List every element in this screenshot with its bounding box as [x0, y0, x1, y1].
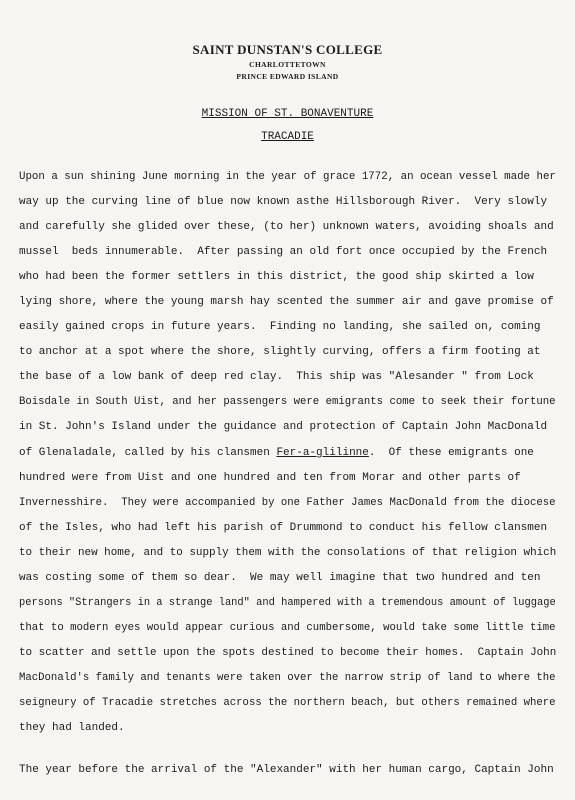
- document-subtitle: TRACADIE: [261, 131, 314, 143]
- document-title: MISSION OF ST. BONAVENTURE: [201, 108, 374, 120]
- body-line: of the Isles, who had left his parish of Drummond to conduct his fellow clansmen: [19, 522, 548, 534]
- body-line: that to modern eyes would appear curious and cumbersome, would take some little time: [19, 622, 556, 634]
- body-line: seigneury of Tracadie stretches across the northern beach, but others remained where: [19, 697, 556, 709]
- body-line: they had landed.: [19, 722, 125, 734]
- body-line: Invernesshire. They were accompanied by one Father James MacDonald from the diocese: [19, 497, 556, 509]
- body-line: mussel beds innumerable. After passing an old fort once occupied by the French: [19, 246, 548, 258]
- body-line: was costing some of them so dear. We may well imagine that two hundred and ten: [19, 572, 541, 584]
- body-line: MacDonald's family and tenants were taken over the narrow strip of land to where the: [19, 672, 556, 684]
- body-text: . Of these emigrants one: [368, 447, 534, 459]
- letterhead: [0, 42, 575, 82]
- body-line: who had been the former settlers in this district, the good ship skirted a low: [19, 271, 534, 283]
- body-line: Upon a sun shining June morning in the year of grace 1772, an ocean vessel made her: [19, 171, 556, 183]
- gaelic-name: Fer-a-glilinne: [276, 447, 369, 459]
- body-line: hundred were from Uist and one hundred and ten from Morar and other parts of: [19, 472, 521, 484]
- body-line: the base of a low bank of deep red clay. This ship was "Alesander " from Lock: [19, 371, 534, 383]
- body-line: persons "Strangers in a strange land" and hampered with a tremendous amount of luggage: [19, 597, 556, 609]
- body-line: Boisdale in South Uist, and her passengers were emigrants come to seek their fortune: [19, 396, 556, 408]
- college-city: CHARLOTTETOWN: [249, 60, 326, 69]
- body-line: way up the curving line of blue now known asthe Hillsborough River. Very slowly: [19, 196, 548, 208]
- college-name: SAINT DUNSTAN'S COLLEGE: [192, 42, 383, 57]
- body-line: lying shore, where the young marsh hay scented the summer air and gave promise of: [19, 296, 554, 308]
- body-line: in St. John's Island under the guidance and protection of Captain John MacDonald: [19, 421, 548, 433]
- body-line: to their new home, and to supply them with the consolations of that religion which: [19, 547, 557, 559]
- body-text: of Glenaladale, called by his clansmen: [19, 447, 277, 459]
- body-line: [19, 446, 534, 460]
- college-province: PRINCE EDWARD ISLAND: [236, 72, 339, 81]
- body-line: and carefully she glided over these, (to her) unknown waters, avoiding shoals and: [19, 221, 554, 233]
- body-line: to anchor at a spot where the shore, slightly curving, offers a firm footing at: [19, 346, 541, 358]
- body-line: The year before the arrival of the "Alexander" with her human cargo, Captain John: [19, 764, 554, 776]
- body-line: to scatter and settle upon the spots destined to become their homes. Captain John: [19, 647, 557, 659]
- body-line: easily gained crops in future years. Finding no landing, she sailed on, coming: [19, 321, 541, 333]
